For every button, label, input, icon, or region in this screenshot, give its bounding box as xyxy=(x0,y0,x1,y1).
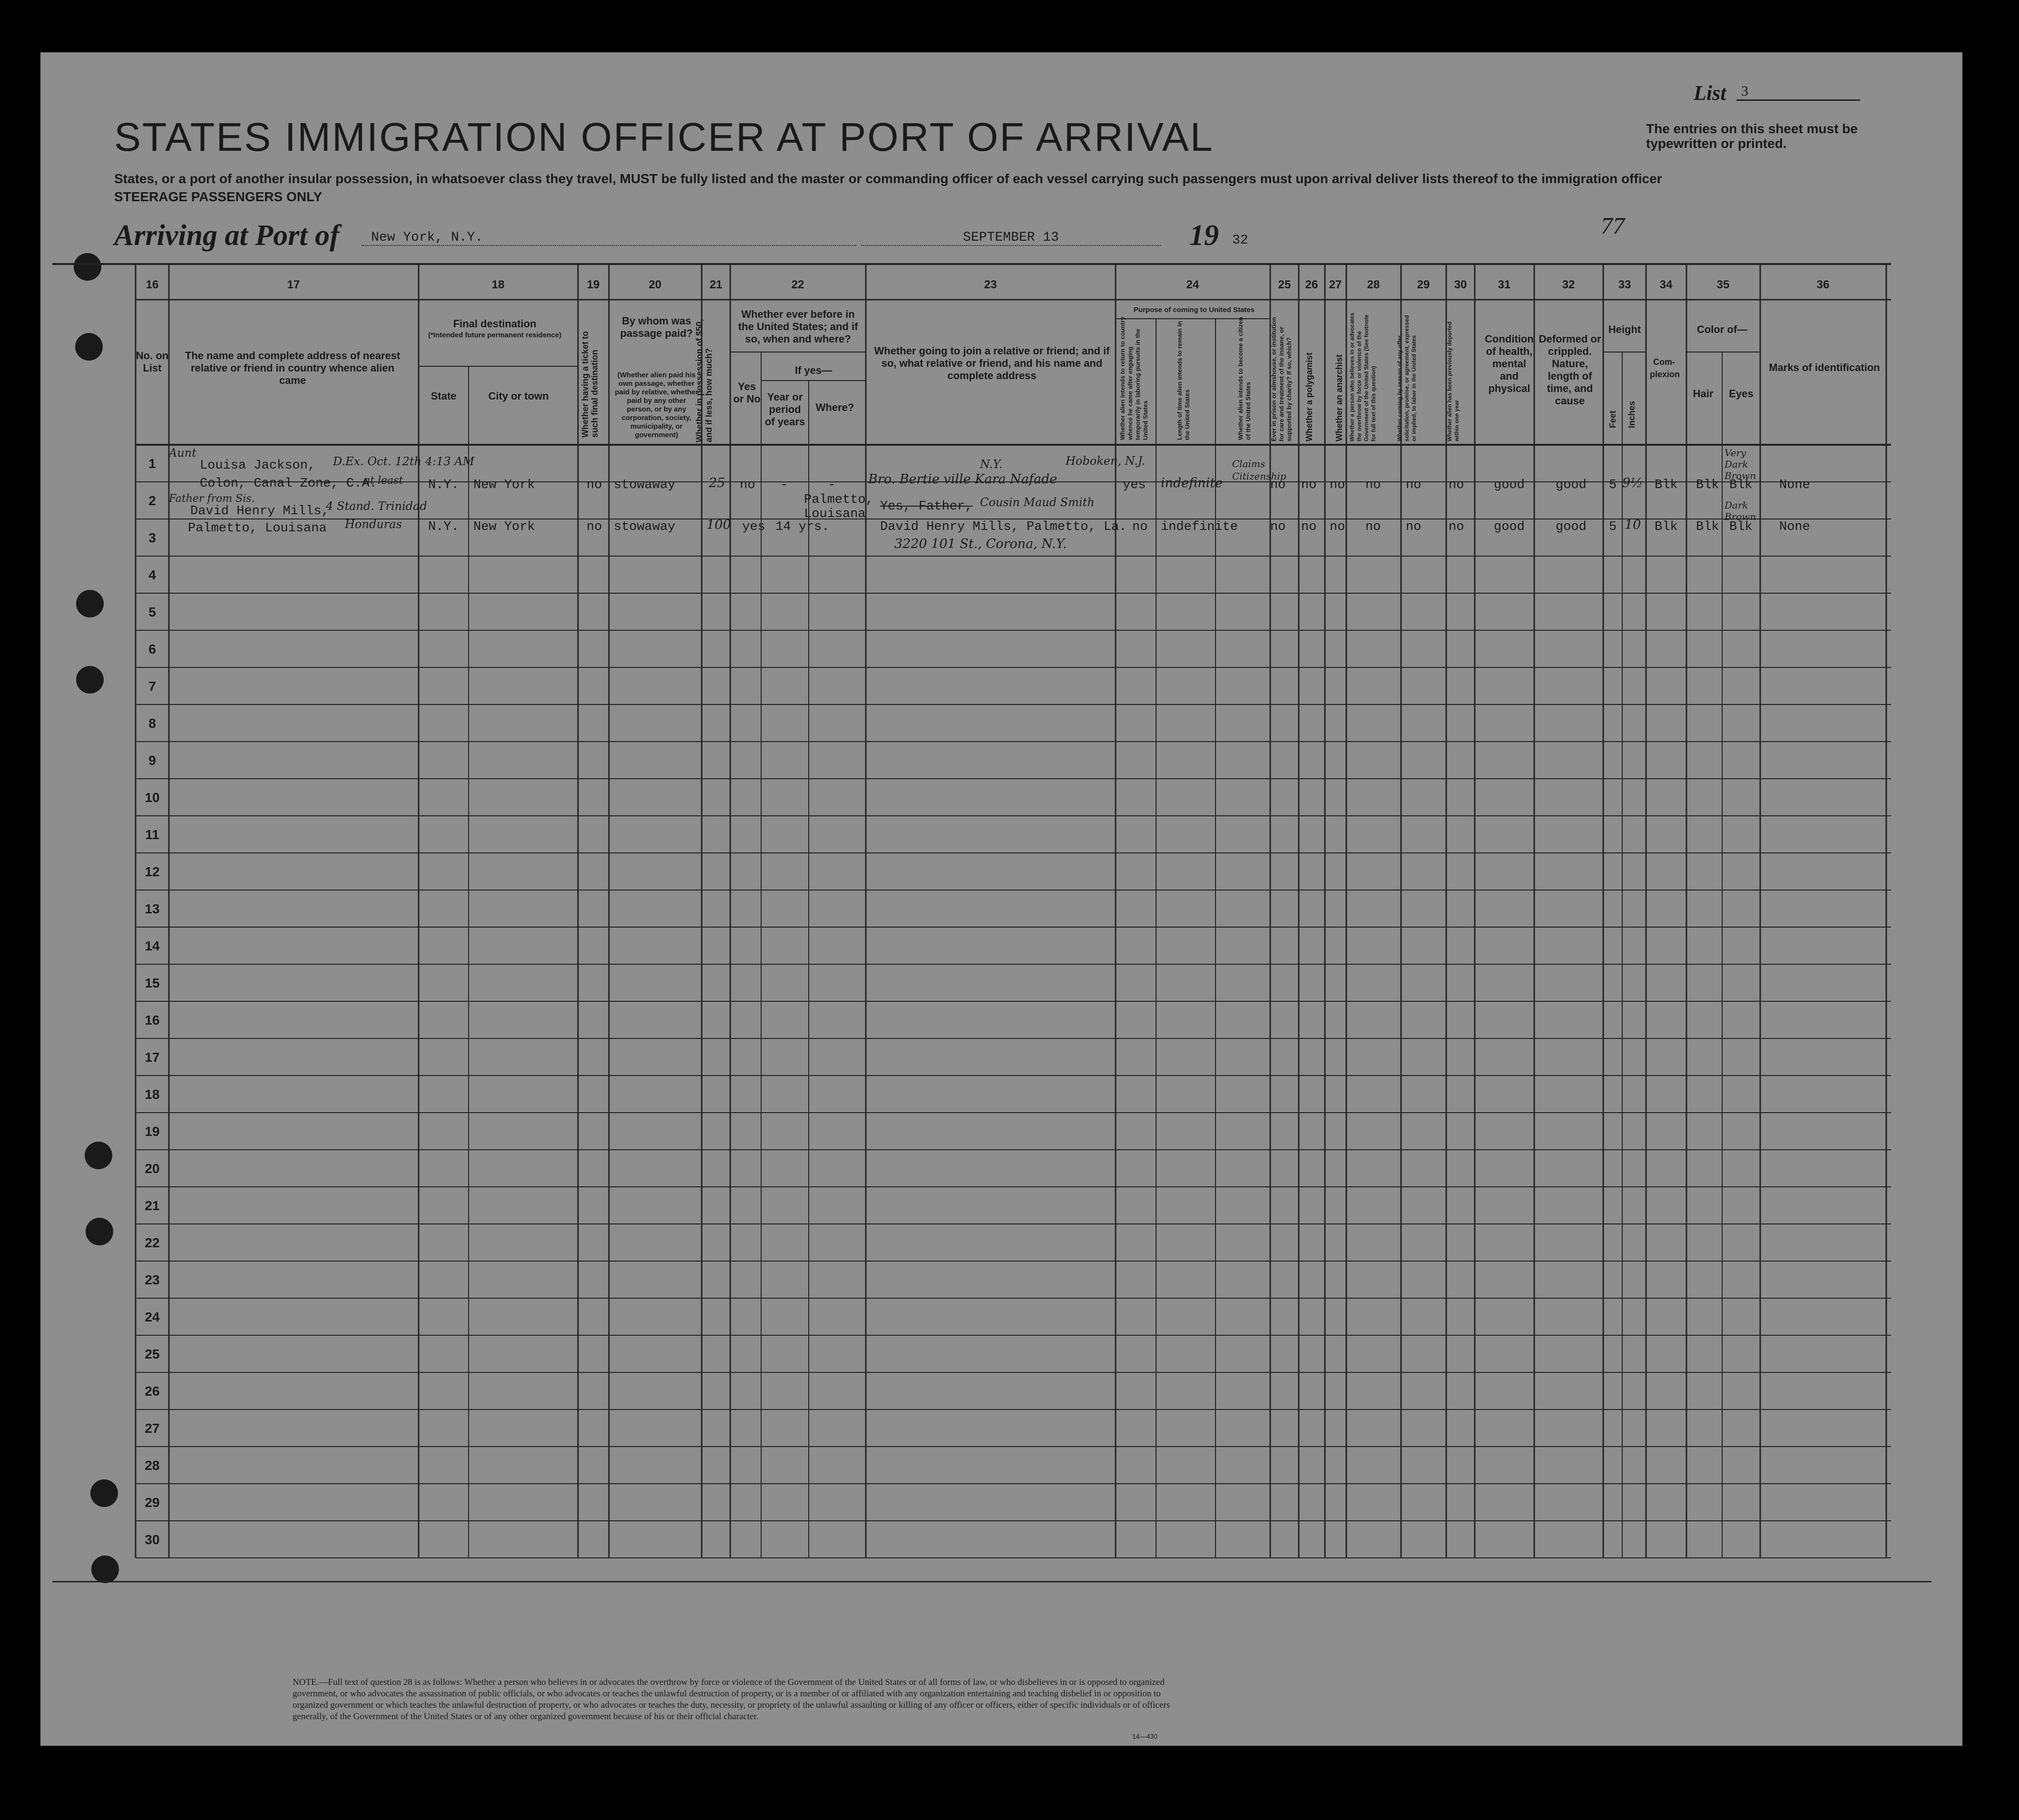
row2-years: 14 yrs. xyxy=(775,520,830,534)
header-purpose-return: Whether alien intends to return to country whence he came after engaging temporarily in laboring pursuits in the United States xyxy=(1119,316,1149,440)
row2-length: indefinite xyxy=(1161,520,1238,534)
column-number: 26 xyxy=(1305,278,1318,291)
row1-relative-annotation: Aunt xyxy=(169,446,196,460)
row1-joining-destination: N.Y. xyxy=(980,458,1003,471)
row1-joining-destination-2: Hoboken, N.J. xyxy=(1066,454,1146,468)
row1-ever-before: no xyxy=(740,478,755,492)
column-number: 23 xyxy=(984,278,997,291)
steerage-label: STEERAGE PASSENGERS ONLY xyxy=(114,189,323,204)
column-number: 33 xyxy=(1618,278,1631,291)
row2-relative-address: Palmetto, Louisana xyxy=(188,521,327,536)
row-number: 13 xyxy=(145,901,160,916)
row1-money: 25 xyxy=(709,476,725,490)
column-number: 27 xyxy=(1329,278,1342,291)
header-city: City or town xyxy=(488,390,549,402)
column-number: 29 xyxy=(1417,278,1430,291)
row1-inches: 9½ xyxy=(1622,476,1643,490)
page-title: STATES IMMIGRATION OFFICER AT PORT OF ARRIVAL xyxy=(114,115,1214,159)
row-number: 3 xyxy=(148,530,156,545)
row2-relative-handwriting: 4 Stand. Trinidad xyxy=(326,499,427,513)
row-number: 2 xyxy=(148,493,156,508)
footnote: NOTE.—Full text of question 28 is as follows: Whether a person who believes in or advocates the overthrow by force or violence of the Government of the United States or of all forms of law, or who disbelieves in or is opposed to organized government, or who advocates the assassination of public officials, or who advocates or teaches the unlawful destruction of property, or is a member of or affiliated with any organization entertaining and teaching disbelief in or opposition to organized government or which teaches the unlawful destruction of property, or who advocates or teaches the duty, necessity, or propriety of the unlawful assaulting or killing of any officer or officers, either of specific individuals or of officers generally, of the Government of the United States or of any other organized government because of his or their official character. xyxy=(293,1677,1170,1722)
arriving-label: Arriving at Port of xyxy=(114,219,340,252)
row-number: 21 xyxy=(145,1198,160,1213)
row-number: 17 xyxy=(145,1050,160,1065)
row2-q28: no xyxy=(1365,520,1381,534)
row1-health: good xyxy=(1494,478,1525,492)
row2-q30: no xyxy=(1449,520,1464,534)
row-number: 14 xyxy=(145,939,160,953)
row1-passage: stowaway xyxy=(614,478,676,492)
row-number: 25 xyxy=(145,1347,160,1361)
header-joining: Whether going to join a relative or friend; and if so, what relative or friend, and his name and complete address xyxy=(874,345,1110,382)
row2-deformed: good xyxy=(1556,520,1587,534)
row2-relative-annotation: Father from Sis. xyxy=(169,493,255,505)
column-number: 24 xyxy=(1186,278,1199,291)
row1-polygamist: no xyxy=(1301,478,1317,492)
form-code: 14—430 xyxy=(1132,1732,1157,1740)
header-ever-before: Whether ever before in the United States; and if so, when and where? xyxy=(738,308,858,345)
header-deformed: Deformed or crippled. Nature, length of time, and cause xyxy=(1539,333,1601,407)
row2-polygamist: no xyxy=(1301,520,1317,534)
row-number: 18 xyxy=(145,1087,160,1102)
page-subtitle: States, or a port of another insular possession, in whatsoever class they travel, MUST be fully listed and the master or commanding officer of each vessel carrying such passengers must upon arrival deliver lists thereof to the immigration officer xyxy=(114,171,1662,186)
header-polygamist: Whether a polygamist xyxy=(1304,352,1314,441)
header-purpose-citizen: Whether alien intends to become a citizen of the United States xyxy=(1237,317,1252,440)
row-number: 26 xyxy=(145,1384,160,1399)
row1-marks: None xyxy=(1779,478,1810,492)
handwritten-number: 77 xyxy=(1601,212,1625,239)
row1-hair: Blk xyxy=(1696,478,1719,492)
header-purpose-length: Length of time alien intends to remain in the United States xyxy=(1176,321,1191,440)
list-number: 3 xyxy=(1736,83,1860,101)
column-number: 35 xyxy=(1716,278,1730,291)
column-number: 20 xyxy=(648,278,662,291)
row-number: 9 xyxy=(148,753,156,768)
row1-q29: no xyxy=(1406,478,1421,492)
row-number: 12 xyxy=(145,864,160,879)
row-number: 7 xyxy=(148,679,156,694)
header-prison: Ever in prison or almshouse, or institution for care and treatment of the insane, or supported by charity? If so, which? xyxy=(1270,317,1293,441)
year-suffix: 32 xyxy=(1232,233,1248,248)
row-number: 10 xyxy=(145,790,160,805)
row-number: 8 xyxy=(148,716,156,731)
column-number: 30 xyxy=(1454,278,1467,291)
header-hair: Hair xyxy=(1693,388,1714,400)
row1-q30: no xyxy=(1449,478,1464,492)
row2-relative-name: David Henry Mills, xyxy=(190,504,329,519)
header-money: Whether in possession of $50, and if less, how much? xyxy=(695,319,714,442)
row2-joining-struck: Yes, Father, xyxy=(880,499,973,514)
header-question-30: Whether alien has been previously deported within one year xyxy=(1446,321,1460,441)
row-number: 27 xyxy=(145,1421,160,1436)
row1-complexion: Blk xyxy=(1655,478,1678,492)
row-number: 16 xyxy=(145,1013,160,1027)
row2-inches: 10 xyxy=(1625,518,1641,532)
header-no-on-list: No. on List xyxy=(136,350,169,374)
row2-anarchist: no xyxy=(1330,520,1345,534)
row-number: 19 xyxy=(145,1124,160,1139)
row-number: 6 xyxy=(148,642,156,656)
row2-prison: no xyxy=(1270,520,1286,534)
row2-feet: 5 xyxy=(1609,520,1617,534)
header-question-29: Whether coming by reason of any offer, solicitation, promise, or agreement, expressed or implied, to labor in the United States xyxy=(1396,315,1417,441)
column-number: 36 xyxy=(1816,278,1830,291)
row2-ever-before: yes xyxy=(742,520,765,534)
row-number: 29 xyxy=(145,1495,160,1510)
header-nearest-relative: The name and complete address of nearest relative or friend in country whence alien came xyxy=(185,350,401,386)
column-number: 31 xyxy=(1498,278,1511,291)
row1-relative-address: Colon, Canal Zone, C.A. xyxy=(200,477,377,491)
column-number: 22 xyxy=(791,278,804,291)
row2-relative-handwriting-2: Honduras xyxy=(345,518,402,531)
row-number: 4 xyxy=(148,568,156,582)
row2-health: good xyxy=(1494,520,1525,534)
row-number: 5 xyxy=(148,605,156,619)
column-number: 17 xyxy=(287,278,300,291)
header-ticket: Whether having a ticket to such final destination xyxy=(580,331,599,438)
row1-where: - xyxy=(828,478,836,492)
row2-q29: no xyxy=(1406,520,1421,534)
arrival-date: SEPTEMBER 13 xyxy=(861,230,1161,246)
row1-state: N.Y. xyxy=(428,478,459,492)
header-passage-paid: By whom was passage paid? xyxy=(620,315,693,339)
row2-complexion: Blk xyxy=(1655,520,1678,534)
row1-anarchist: no xyxy=(1330,478,1345,492)
row-number: 20 xyxy=(145,1161,160,1176)
row1-years: - xyxy=(780,478,788,492)
row1-eyes-handwriting: Very Dark Brown xyxy=(1725,447,1756,481)
header-where: Where? xyxy=(815,401,854,413)
header-yes-no: Yes or No xyxy=(733,381,761,405)
header-marks: Marks of identification xyxy=(1769,362,1880,373)
row1-joining: Bro. Bertie ville Kara Nafade xyxy=(868,472,1058,487)
header-inches: Inches xyxy=(1627,401,1637,428)
row2-passage: stowaway xyxy=(614,520,676,534)
header-question-28: Whether a person who believes in or advocates the overthrow by force or violence of the Government of the United States (See footnote for full text of this question) xyxy=(1349,313,1377,441)
header-final-destination-note: (*Intended future permanent residence) xyxy=(428,331,562,339)
header-complexion: Com- plexion xyxy=(1650,357,1680,379)
header-passage-paid-note: (Whether alien paid his own passage, whether paid by relative, whether paid by any other person, or by any corporation, society, municipality, or government) xyxy=(615,371,698,439)
column-number: 16 xyxy=(146,278,159,291)
row1-relative-handwriting-2: at least xyxy=(364,475,403,487)
header-anarchist: Whether an anarchist xyxy=(1334,354,1344,441)
row2-eyes: Blk xyxy=(1729,520,1753,534)
year-prefix: 19 xyxy=(1189,219,1219,252)
column-number: 21 xyxy=(709,278,723,291)
header-final-destination: Final destination xyxy=(453,318,537,330)
header-state: State xyxy=(431,390,457,402)
row2-money: 100 xyxy=(706,518,731,532)
row-number: 22 xyxy=(145,1235,160,1250)
row2-hair: Blk xyxy=(1696,520,1719,534)
row1-eyes: Blk xyxy=(1729,478,1753,492)
header-if-yes: If yes— xyxy=(794,364,833,376)
column-number: 18 xyxy=(491,278,505,291)
row2-joining-handwriting: Cousin Maud Smith xyxy=(980,496,1095,509)
row1-city: New York xyxy=(473,478,535,492)
row1-prison: no xyxy=(1270,478,1286,492)
arrival-port: New York, N.Y. xyxy=(362,230,856,246)
row2-city: New York xyxy=(473,520,535,534)
column-number: 19 xyxy=(587,278,600,291)
row1-deformed: good xyxy=(1556,478,1587,492)
row2-joining: David Henry Mills, Palmetto, La. xyxy=(880,520,1127,534)
row1-citizen: Claims Citizenship xyxy=(1232,458,1286,482)
header-height: Height xyxy=(1608,323,1641,335)
row1-feet: 5 xyxy=(1609,478,1617,492)
column-number: 25 xyxy=(1278,278,1291,291)
header-health: Condition of health, mental and physical xyxy=(1485,333,1534,394)
row1-return: yes xyxy=(1123,478,1146,492)
row2-marks: None xyxy=(1779,520,1810,534)
row-number: 28 xyxy=(145,1458,160,1473)
header-purpose: Purpose of coming to United States xyxy=(1133,306,1255,314)
row-number: 30 xyxy=(145,1532,160,1547)
row-number: 23 xyxy=(145,1272,160,1287)
row-number: 24 xyxy=(145,1310,160,1324)
row-number: 15 xyxy=(145,976,160,990)
column-number: 32 xyxy=(1562,278,1575,291)
header-feet: Feet xyxy=(1608,410,1617,428)
column-number: 34 xyxy=(1659,278,1673,291)
row2-joining-address: 3220 101 St., Corona, N.Y. xyxy=(894,537,1067,551)
row1-relative-name: Louisa Jackson, xyxy=(200,459,316,473)
row2-return: no xyxy=(1132,520,1148,534)
row1-q28: no xyxy=(1365,478,1381,492)
header-year-period: Year or period of years xyxy=(764,391,805,428)
column-number: 28 xyxy=(1367,278,1380,291)
typewritten-note: The entries on this sheet must be typewritten or printed. xyxy=(1646,121,1858,151)
row2-ticket: no xyxy=(587,520,602,534)
row1-ticket: no xyxy=(587,478,602,492)
header-eyes: Eyes xyxy=(1729,388,1754,400)
row2-where: Palmetto, Louisana xyxy=(804,493,873,521)
row1-relative-handwriting: D.Ex. Oct. 12th 4:13 AM xyxy=(333,455,475,468)
list-label: List xyxy=(1694,81,1726,105)
row-number: 1 xyxy=(148,456,156,471)
row2-eyes-handwriting: Dark Brown xyxy=(1725,499,1756,522)
row2-state: N.Y. xyxy=(428,520,459,534)
header-color-of: Color of— xyxy=(1696,323,1748,335)
row-number: 11 xyxy=(145,827,159,842)
row1-length: indefinite xyxy=(1161,476,1223,490)
